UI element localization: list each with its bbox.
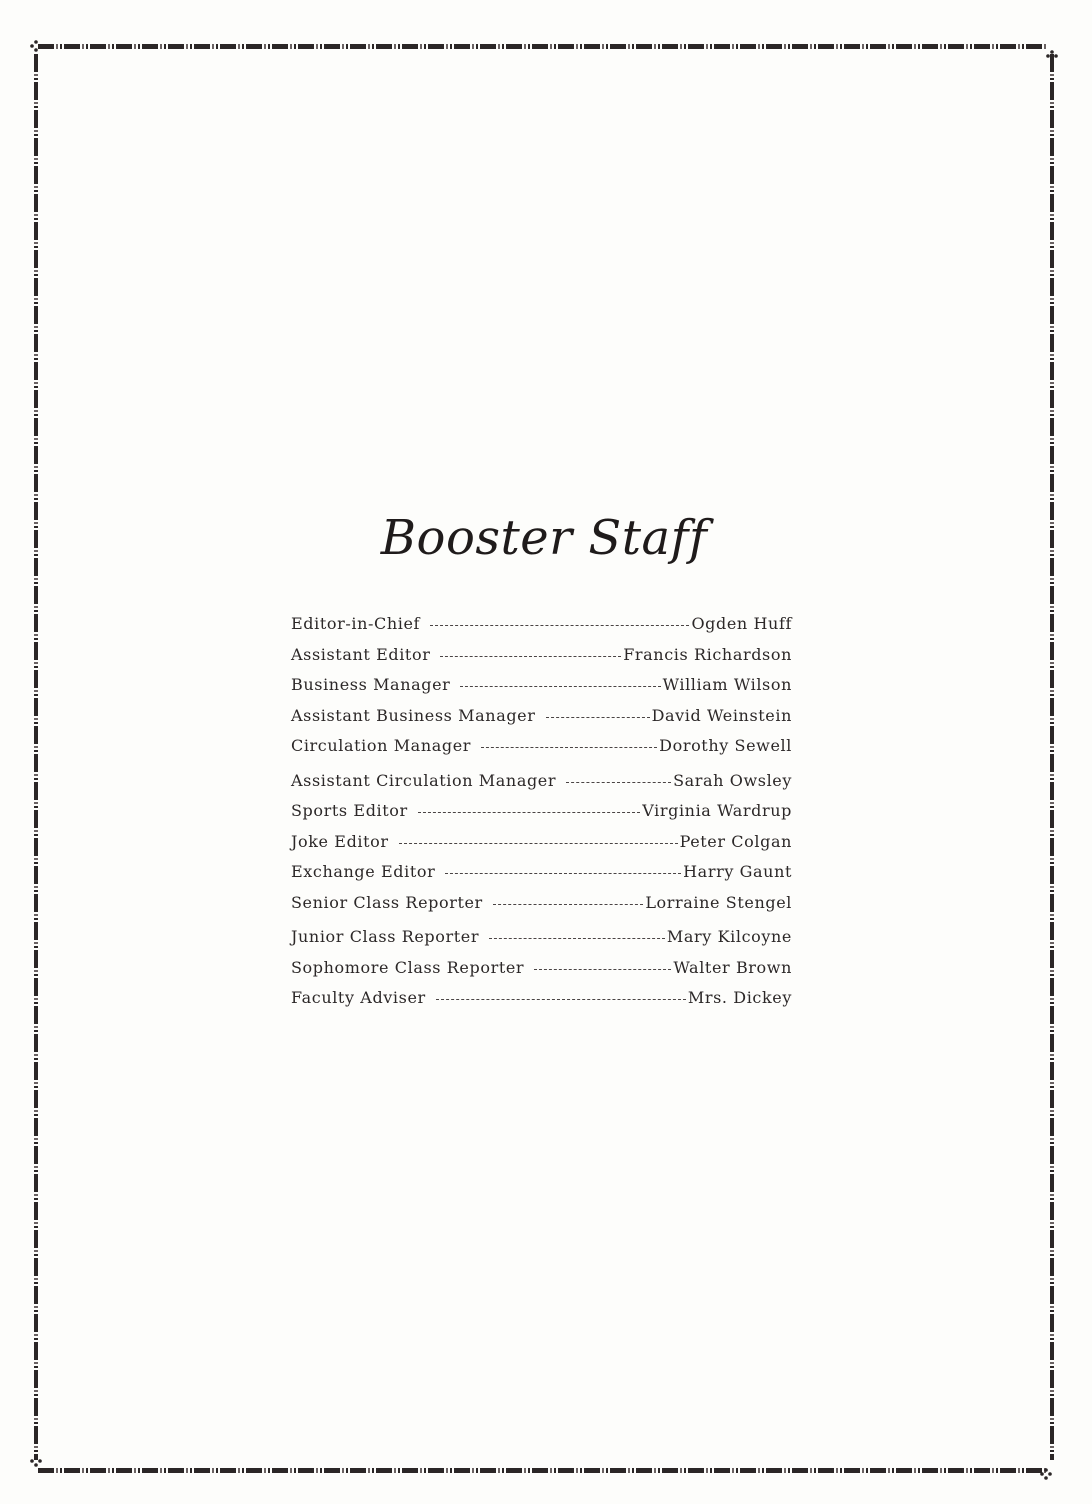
staff-name: Lorraine Stengel (645, 892, 792, 912)
staff-name: Mrs. Dickey (687, 988, 792, 1007)
dot-leader (445, 873, 681, 874)
staff-name: Dorothy Sewell (659, 736, 792, 755)
dot-leader (493, 904, 644, 905)
list-item (291, 706, 792, 737)
staff-role: Sophomore Class Reporter (291, 957, 525, 977)
list-item (291, 862, 792, 893)
border-bottom (38, 1468, 1048, 1473)
staff-role: Junior Class Reporter (291, 927, 480, 946)
list-item (291, 736, 792, 767)
staff-role: Sports Editor (291, 801, 408, 820)
staff-name: Walter Brown (673, 957, 792, 977)
list-item (291, 958, 792, 989)
corner-ornament-icon (30, 40, 42, 52)
staff-list (291, 614, 792, 1019)
list-item (291, 801, 792, 832)
dot-leader (436, 999, 686, 1000)
dot-leader (399, 843, 678, 844)
staff-role: Senior Class Reporter (291, 892, 483, 912)
staff-role: Editor-in-Chief (291, 614, 421, 633)
staff-name: Harry Gaunt (683, 862, 792, 881)
staff-role: Faculty Adviser (291, 988, 426, 1007)
border-left (34, 54, 38, 1460)
dot-leader (489, 938, 665, 939)
staff-role: Assistant Circulation Manager (291, 770, 557, 790)
staff-name: David Weinstein (651, 705, 792, 725)
staff-role: Exchange Editor (291, 862, 436, 881)
list-item (291, 832, 792, 863)
list-item (291, 675, 792, 706)
list-item (291, 645, 792, 676)
dot-leader (430, 625, 689, 626)
page-title: Booster Staff (380, 510, 708, 566)
list-item (291, 771, 792, 802)
corner-ornament-icon (1040, 1468, 1052, 1480)
staff-role: Joke Editor (291, 831, 389, 851)
staff-name: Peter Colgan (679, 831, 792, 851)
staff-name: Sarah Owsley (673, 770, 792, 790)
corner-ornament-icon (30, 1455, 42, 1467)
staff-role: Assistant Business Manager (291, 705, 536, 725)
staff-role: Business Manager (291, 675, 451, 694)
dot-leader (546, 717, 650, 718)
dot-leader (534, 969, 671, 970)
dot-leader (566, 782, 671, 783)
staff-role: Circulation Manager (291, 736, 472, 755)
staff-name: Ogden Huff (691, 614, 792, 633)
dot-leader (460, 686, 660, 687)
list-item (291, 927, 792, 958)
dot-leader (418, 812, 641, 813)
staff-name: Virginia Wardrup (642, 801, 792, 820)
staff-name: Mary Kilcoyne (666, 927, 792, 946)
border-right (1050, 54, 1054, 1460)
corner-ornament-icon (1046, 50, 1058, 62)
dot-leader (440, 656, 621, 657)
dot-leader (481, 747, 657, 748)
staff-role: Assistant Editor (291, 644, 431, 664)
list-item (291, 988, 792, 1019)
border-top (38, 44, 1048, 49)
staff-name: Francis Richardson (623, 644, 792, 664)
list-item (291, 614, 792, 645)
list-item (291, 893, 792, 924)
staff-name: William Wilson (662, 675, 792, 694)
